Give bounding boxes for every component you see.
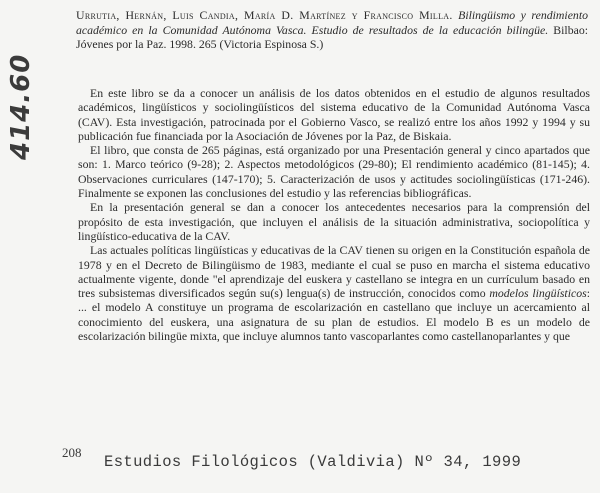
review-book-title: Bilingüismo y rendimiento académico en la Comunidad Autónoma Vasca. Estudio de resultados de la educación bilingüe. [76,8,589,37]
paragraph-4-emphasis: modelos lingüísticos [489,286,587,301]
review-publication-info: Bilbao: Jóvenes por la Paz. 1998. 265 (Victoria Espinosa S.) [76,22,588,52]
paragraph-4-text-b: : ... el modelo A constituye un programa de escolarización en castellano que incluye un acercamiento al conocimiento del euskera, una asignatura de su plan de estudios. El modelo B es un modelo de escolarización bilingüe mixta, que incluye alumnos tanto vascoparlantes como castellanoparlantes y que [78,286,590,344]
paragraph-2: El libro, que consta de 265 páginas, está organizado por una Presentación general y cinco apartados que son: 1. Marco teórico (9-28); 2. Aspectos metodológicos (29-80); El rendimiento académico (81-145); 4. Observaciones curriculares (147-170); 5. Caracterización de usos y actitudes sociolingüísticas (171-246). Finalmente se exponen las conclusiones del estudio y las referencias bibliográficas. [78,143,590,201]
handwritten-margin-note: 414.60 [6,53,36,161]
paragraph-1: En este libro se da a conocer un análisis de los datos obtenidos en el estudio de algunos resultados académicos, lingüísticos y sociolingüísticos del sistema educativo de la Comunidad Autónoma Vasca (CAV). Esta investigación, patrocinada por el Gobierno Vasco, se realizó entre los años 1992 y 1994 y su publicación fue financiada por la Asociación de Jóvenes por la Paz, de Biskaia. [78,86,590,143]
review-header [76,8,588,52]
page-footer [56,443,586,471]
paragraph-3: En la presentación general se dan a conocer los antecedentes necesarios para la comprensión del propósito de esta investigación, que incluyen el análisis de la situación administrativa, sociopolítica y lingüístico-educativa de la CAV. [78,200,590,243]
paragraph-4 [78,243,590,343]
paragraph-4-text-a: Las actuales políticas lingüísticas y educativas de la CAV tienen su origen en la Constitución española de 1978 y en el Decreto de Bilingüismo de 1983, mediante el cual se puso en marcha el sistema educativo actualmente vigente, donde "el aprendizaje del euskera y castellano se integra en un currículum basado en tres subsistemas diversificados según su(s) lengua(s) de instrucción, conocidos como [78,243,590,301]
review-body [78,86,590,343]
page-number: 208 [62,445,82,460]
review-authors: Urrutia, Hernán, Luis Candia, María D. Martínez y Francisco Milla. [76,8,453,22]
journal-citation: Estudios Filológicos (Valdivia) Nº 34, 1999 [104,453,522,471]
